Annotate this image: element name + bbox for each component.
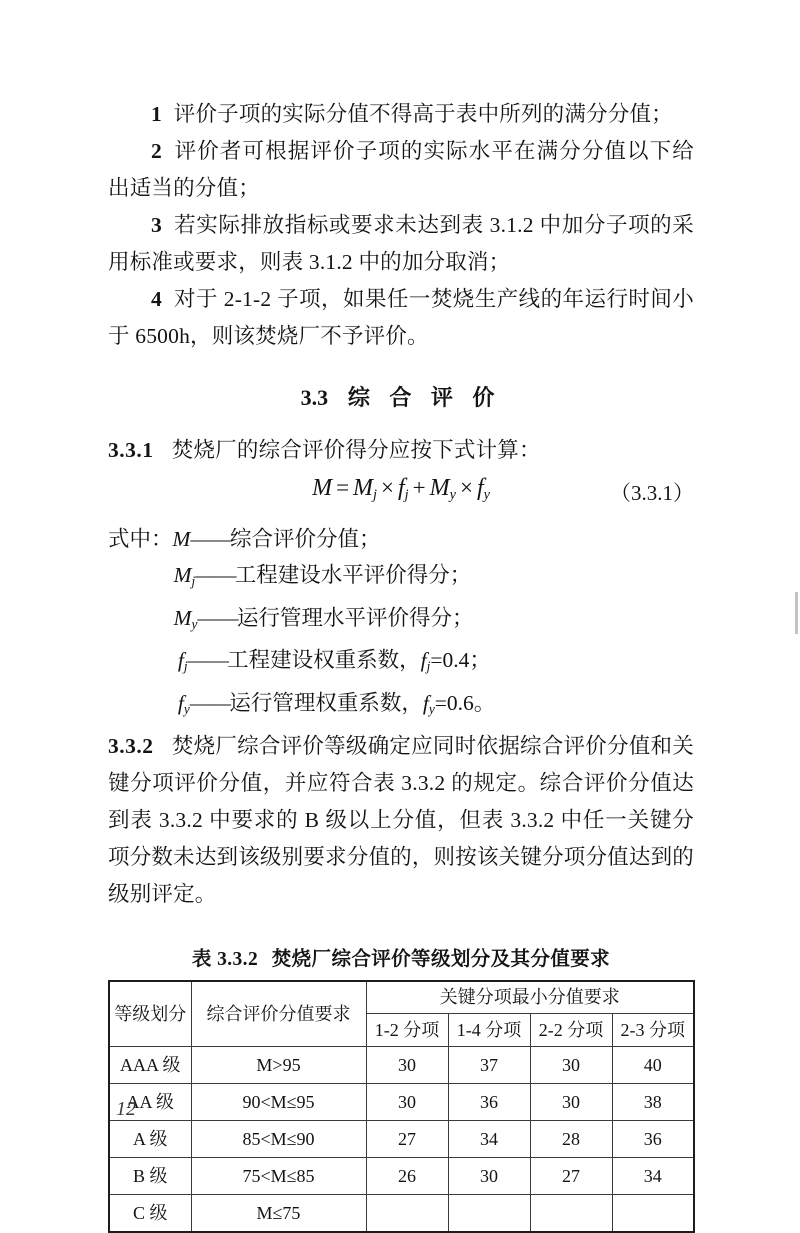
table-header-group: 关键分项最小分值要求: [366, 981, 694, 1014]
page-number: 12: [116, 1098, 136, 1120]
cell-score: 75<M≤85: [191, 1157, 366, 1194]
where-desc: 工程建设水平评价得分；: [234, 563, 472, 587]
cell-sub-2-2: 30: [530, 1083, 612, 1120]
clause-text: 焚烧厂综合评价等级确定应同时依据综合评价分值和关键分项评价分值，并应符合表 3.3.2 的规定。综合评价分值达到表 3.3.2 中要求的 B 级以上分值，但表 3.3.2 中任一关键分项分数未达到该级别要求分值的，则按该关键分项分值达到的级别评定。: [108, 733, 694, 906]
where-value-sub: y: [428, 701, 435, 717]
section-heading: [108, 381, 694, 412]
clause-number: 3.3.1: [108, 438, 154, 462]
cell-score: M>95: [191, 1046, 366, 1083]
page-edge-mark: [795, 592, 798, 634]
where-desc: 工程建设权重系数，: [227, 648, 421, 673]
formula-number: （3.3.1）: [610, 481, 694, 505]
note-item-1: [108, 96, 694, 133]
where-dash: ——: [197, 605, 237, 630]
table-head: [109, 981, 694, 1047]
formula-expression: [108, 475, 694, 504]
cell-sub-1-2: 26: [366, 1157, 448, 1194]
where-list: [108, 521, 694, 728]
table-body: [109, 1046, 694, 1232]
cell-sub-2-3: [612, 1194, 694, 1232]
where-symbol-sub: j: [183, 659, 188, 675]
table-number: 表 3.3.2: [191, 948, 259, 970]
where-symbol: f: [177, 648, 184, 673]
cell-sub-1-4: 34: [448, 1120, 530, 1157]
clause-text: 焚烧厂的综合评价得分应按下式计算：: [171, 438, 541, 462]
where-symbol-sub: y: [183, 701, 190, 717]
table-header-sub-1-4: 1-4 分项: [448, 1013, 530, 1046]
table-header-score: 综合评价分值要求: [191, 981, 366, 1047]
note-text: 若实际排放指标或要求未达到表 3.1.2 中加分子项的采用标准或要求，则表 3.1.2 中的加分取消；: [108, 213, 694, 274]
formula-term3-sub: y: [449, 486, 456, 503]
table-row: [109, 1083, 694, 1120]
where-dash: ——: [187, 648, 228, 673]
where-desc: 运行管理权重系数，: [229, 691, 423, 716]
where-desc: 综合评价分值；: [230, 527, 381, 551]
where-item-Mj: [108, 557, 694, 600]
table-caption: [108, 943, 694, 971]
clause-3-3-1: [108, 432, 694, 469]
where-label: 式中：: [108, 527, 173, 551]
cell-grade: A 级: [109, 1120, 191, 1157]
cell-sub-1-2: [366, 1194, 448, 1232]
note-number: 3: [151, 213, 162, 237]
formula-term1: M: [353, 475, 374, 501]
note-item-2: [108, 133, 694, 207]
cell-sub-1-4: 30: [448, 1157, 530, 1194]
where-item-My: [108, 600, 694, 643]
cell-sub-2-3: 34: [612, 1157, 694, 1194]
table-header-sub-1-2: 1-2 分项: [366, 1013, 448, 1046]
table-row: [109, 1046, 694, 1083]
page-content: [108, 96, 694, 1233]
where-symbol: f: [177, 691, 184, 716]
cell-sub-1-2: 30: [366, 1083, 448, 1120]
where-value: =0.6。: [434, 691, 496, 716]
cell-score: 90<M≤95: [191, 1083, 366, 1120]
cell-grade: B 级: [109, 1157, 191, 1194]
where-item-fj: [108, 642, 694, 685]
cell-sub-1-4: 37: [448, 1046, 530, 1083]
cell-grade: AA 级: [109, 1083, 191, 1120]
cell-sub-1-4: [448, 1194, 530, 1232]
formula-lhs: M: [312, 475, 333, 501]
where-dash: ——: [189, 691, 230, 716]
cell-sub-2-2: [530, 1194, 612, 1232]
note-text: 评价子项的实际分值不得高于表中所列的满分分值；: [173, 102, 673, 126]
section-number: 3.3: [300, 385, 329, 410]
note-item-3: [108, 207, 694, 281]
where-symbol-sub: j: [191, 573, 196, 589]
note-item-4: [108, 281, 694, 355]
formula-term4: f: [476, 475, 484, 501]
where-symbol: M: [173, 605, 192, 630]
where-dash: ——: [190, 527, 230, 551]
note-number: 2: [151, 139, 162, 163]
note-text: 对于 2-1-2 子项，如果任一焚烧生产线的年运行时间小于 6500h，则该焚烧厂不予评价。: [108, 287, 694, 348]
cell-sub-1-2: 27: [366, 1120, 448, 1157]
table-row: [109, 1194, 694, 1232]
cell-sub-1-2: 30: [366, 1046, 448, 1083]
formula-equals: =: [336, 475, 350, 500]
grade-requirements-table: [108, 980, 695, 1233]
formula-row: [108, 475, 694, 517]
note-number: 1: [151, 102, 162, 126]
formula-term3: M: [429, 475, 450, 501]
cell-sub-2-2: 27: [530, 1157, 612, 1194]
clause-number: 3.3.2: [108, 733, 154, 758]
cell-sub-2-2: 30: [530, 1046, 612, 1083]
table-header-grade: 等级划分: [109, 981, 191, 1047]
cell-sub-2-2: 28: [530, 1120, 612, 1157]
cell-sub-1-4: 36: [448, 1083, 530, 1120]
where-value-symbol: f: [422, 691, 429, 716]
note-text: 评价者可根据评价子项的实际水平在满分分值以下给出适当的分值；: [108, 139, 694, 200]
where-value-sub: j: [426, 659, 431, 675]
formula-term1-sub: j: [373, 486, 378, 503]
cell-grade: C 级: [109, 1194, 191, 1232]
where-dash: ——: [195, 563, 235, 587]
formula-term2-sub: j: [404, 486, 409, 503]
table-header-sub-2-2: 2-2 分项: [530, 1013, 612, 1046]
where-symbol-sub: y: [191, 616, 198, 632]
cell-grade: AAA 级: [109, 1046, 191, 1083]
where-desc: 运行管理水平评价得分；: [236, 605, 474, 630]
section-title: 综 合 评 价: [347, 385, 502, 410]
formula-times-1: ×: [381, 475, 394, 500]
table-title: 焚烧厂综合评价等级划分及其分值要求: [271, 948, 611, 970]
formula-plus: +: [412, 475, 426, 500]
where-value-symbol: f: [420, 648, 427, 673]
cell-score: M≤75: [191, 1194, 366, 1232]
formula-term4-sub: y: [483, 486, 490, 503]
where-item-M: [108, 521, 694, 557]
table-header-sub-2-3: 2-3 分项: [612, 1013, 694, 1046]
cell-score: 85<M≤90: [191, 1120, 366, 1157]
where-symbol: M: [173, 563, 192, 587]
where-item-fy: [108, 685, 694, 728]
cell-sub-2-3: 40: [612, 1046, 694, 1083]
note-number: 4: [151, 287, 162, 311]
where-symbol: M: [172, 527, 191, 551]
formula-term2: f: [398, 475, 405, 501]
formula-times-2: ×: [459, 475, 473, 500]
table-row: [109, 1120, 694, 1157]
table-row: [109, 1157, 694, 1194]
clause-3-3-2: [108, 728, 694, 913]
cell-sub-2-3: 36: [612, 1120, 694, 1157]
cell-sub-2-3: 38: [612, 1083, 694, 1120]
where-value: =0.4；: [430, 648, 491, 673]
table-header-row-1: [109, 981, 694, 1014]
